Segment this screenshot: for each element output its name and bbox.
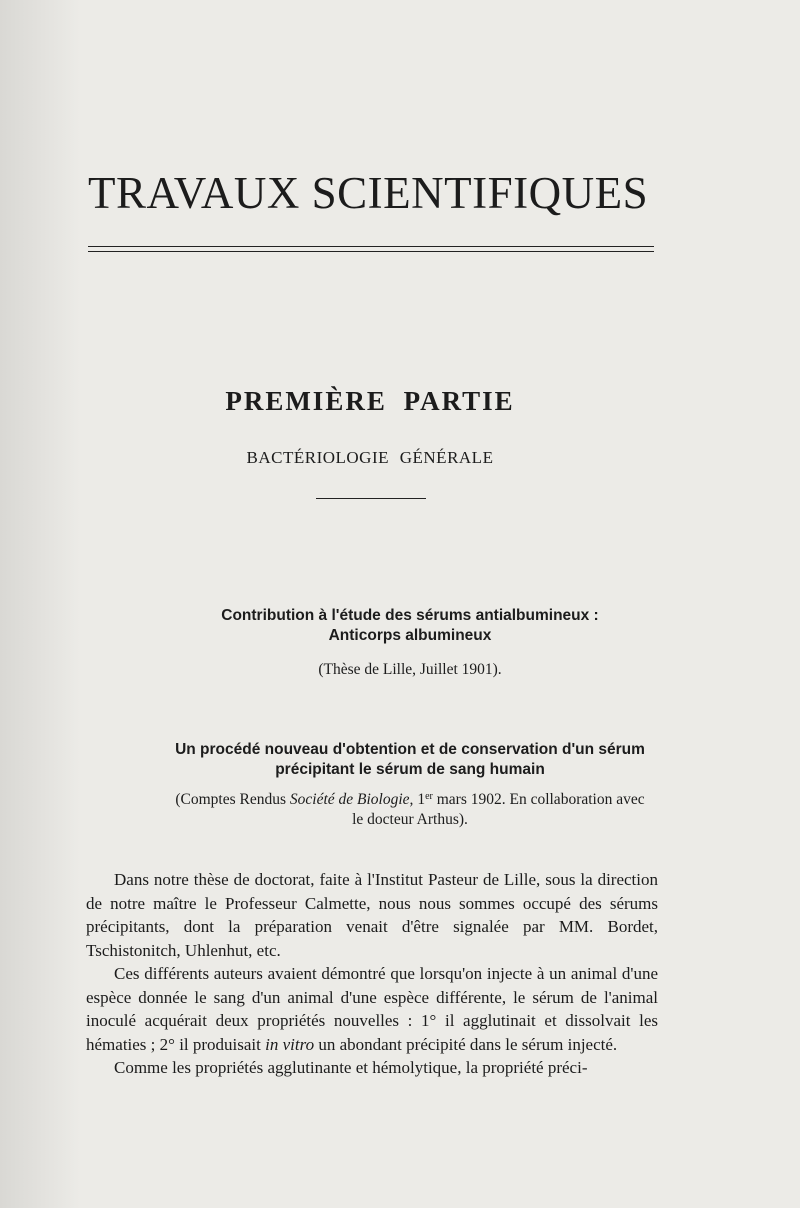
body-paragraph-1: Dans notre thèse de doctorat, faite à l'Institut Pasteur de Lille, sous la direction de notre maître le Professeur Calmette, nous nous sommes occupé des sérums précipitants, dont la préparation venait d'être signalée par MM. Bordet, Tschistonitch, Uhlenhut, etc. <box>86 870 658 960</box>
entry-title-1-line1: Contribution à l'étude des sérums antialbumineux : <box>221 607 599 624</box>
part-title: PREMIÈRE PARTIE <box>225 386 515 416</box>
part-subtitle: BACTÉRIOLOGIE GÉNÉRALE <box>246 448 494 467</box>
entry-title-1-line2: Anticorps albumineux <box>328 627 492 644</box>
note-prefix: (Comptes Rendus <box>175 791 290 808</box>
note-rest: mars 1902. En collaboration avec <box>432 791 645 808</box>
body-paragraph-3: Comme les propriétés agglutinante et hémolytique, la propriété préci- <box>114 1058 588 1077</box>
entry-note-1-line1: (Thèse de Lille, Juillet 1901). <box>318 661 502 678</box>
body-paragraph-2-a: Ces différents auteurs avaient démontré que lorsqu'on injecte à un animal d'une espèce donnée le sang d'un animal d'une espèce différente, le sérum de l'animal inoculé acquérait deux propriétés nouvelles : 1° il agglutinait et dissolvait les hématies ; 2° il produisait <box>86 964 658 1054</box>
entry-note-1 <box>80 660 740 680</box>
note-sup: er <box>425 791 433 802</box>
entry-title-2-line2: précipitant le sérum de sang humain <box>275 761 545 778</box>
title-double-rule <box>88 246 654 252</box>
section-rule <box>316 498 426 499</box>
body-paragraph-2 <box>86 962 658 1056</box>
entry-title-2-line1: Un procédé nouveau d'obtention et de conservation d'un sérum <box>175 741 645 758</box>
entry-note-2 <box>80 790 740 830</box>
entry-title-2 <box>80 740 740 780</box>
body-text <box>86 868 658 1080</box>
entry-title-1 <box>80 606 740 646</box>
entry-note-2-line2: le docteur Arthus). <box>352 811 468 828</box>
body-paragraph-2-b: un abondant précipité dans le sérum injecté. <box>314 1034 618 1054</box>
note-journal: Société de Biologie, <box>289 791 414 808</box>
body-paragraph-2-em: in vitro <box>265 1034 315 1054</box>
entry-note-2-line1 <box>80 790 740 810</box>
main-title: TRAVAUX SCIENTIFIQUES <box>88 168 649 218</box>
page-gutter-shadow <box>0 0 80 1208</box>
note-day: 1 <box>413 791 426 808</box>
